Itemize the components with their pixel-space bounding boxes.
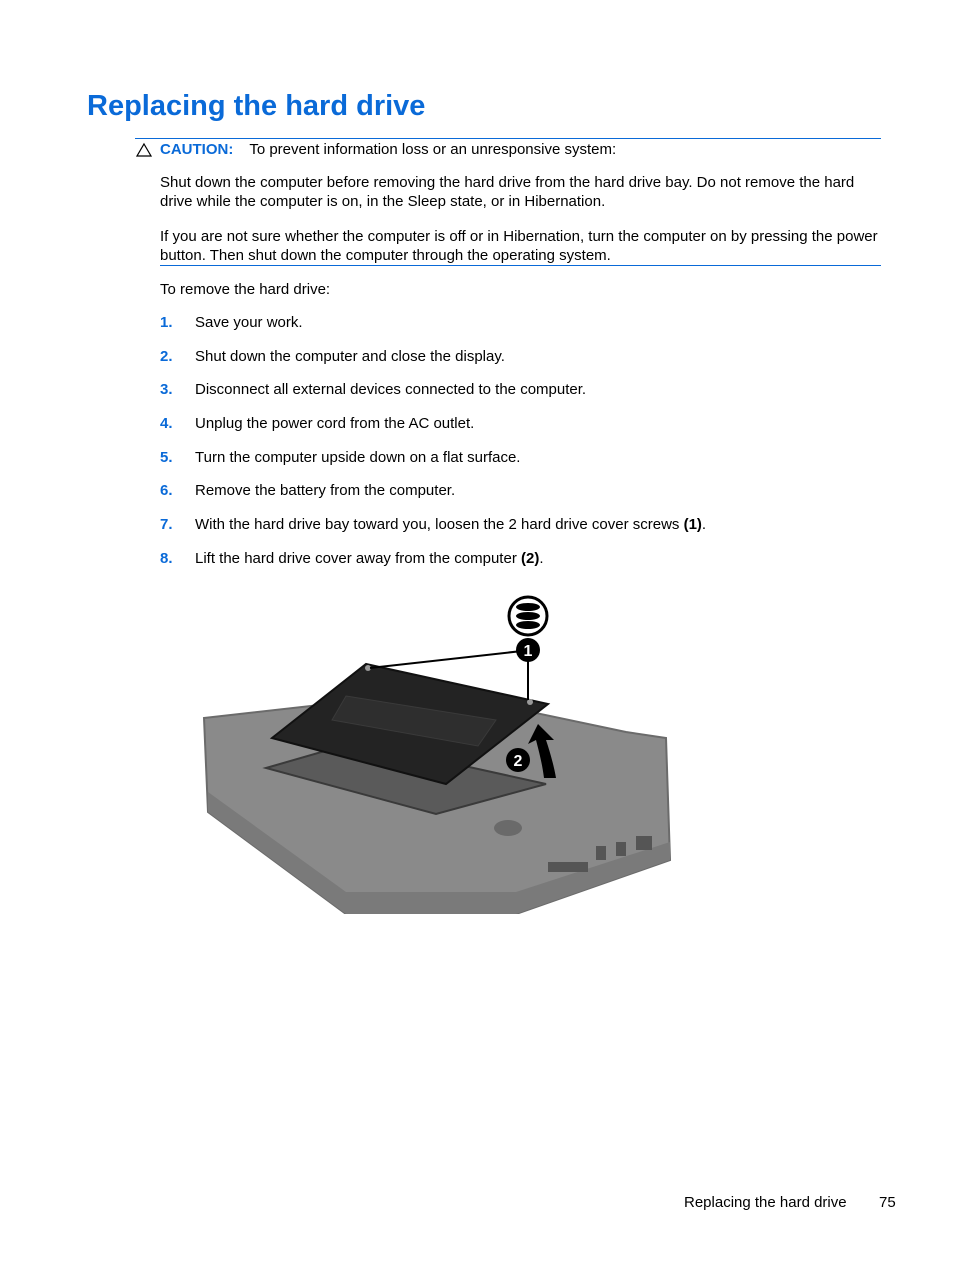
port xyxy=(636,836,652,850)
step-text-wrap xyxy=(195,516,706,534)
step-text-wrap xyxy=(195,550,544,568)
step-text: Unplug the power cord from the AC outlet. xyxy=(195,415,475,432)
step-number: 3. xyxy=(160,381,173,398)
step-text: Turn the computer upside down on a flat surface. xyxy=(195,449,521,466)
rubber-foot xyxy=(494,820,522,836)
step-callout-ref: (1) xyxy=(683,516,702,533)
hard-drive-cover-illustration xyxy=(196,592,674,914)
caution-top-rule xyxy=(135,138,881,139)
caution-paragraph-1: Shut down the computer before removing the hard drive from the hard drive bay. Do not remove the hard drive while the computer is on, in the Sleep state, or in Hibernation. xyxy=(160,174,855,210)
caution-paragraph-2: If you are not sure whether the computer is off or in Hibernation, turn the computer on by pressing the power button. Then shut down the computer through the operating system. xyxy=(160,228,878,264)
caution-label: CAUTION: xyxy=(160,141,234,158)
hard-drive-symbol-icon xyxy=(509,597,547,635)
callout-1-label: 1 xyxy=(523,643,533,660)
step-number: 7. xyxy=(160,516,173,533)
port xyxy=(616,842,626,856)
step-text: With the hard drive bay toward you, loosen the 2 hard drive cover screws xyxy=(195,516,684,533)
step-text: Lift the hard drive cover away from the computer xyxy=(195,550,521,567)
step-number: 4. xyxy=(160,415,173,432)
step-number: 1. xyxy=(160,314,173,331)
caution-line xyxy=(160,141,616,159)
step-text: Remove the battery from the computer. xyxy=(195,482,456,499)
step-number: 6. xyxy=(160,482,173,499)
callout-2-label: 2 xyxy=(513,753,523,770)
caution-triangle-icon xyxy=(136,142,152,158)
page-title: Replacing the hard drive xyxy=(87,90,426,122)
step-text-end: . xyxy=(539,550,544,567)
caution-bottom-rule xyxy=(160,265,881,266)
step-number: 2. xyxy=(160,348,173,365)
footer-section-title: Replacing the hard drive xyxy=(684,1194,847,1211)
step-number: 8. xyxy=(160,550,173,567)
step-text: Save your work. xyxy=(195,314,303,331)
callout-line xyxy=(370,651,522,668)
step-number: 5. xyxy=(160,449,173,466)
card-slot xyxy=(548,862,588,872)
step-callout-ref: (2) xyxy=(520,550,540,567)
footer-page-number: 75 xyxy=(879,1194,896,1211)
intro-text: To remove the hard drive: xyxy=(160,281,331,298)
port xyxy=(596,846,606,860)
caution-text: To prevent information loss or an unresponsive system: xyxy=(249,141,617,158)
step-text: Disconnect all external devices connected to the computer. xyxy=(195,381,587,398)
step-text: Shut down the computer and close the display. xyxy=(195,348,505,365)
step-text-end: . xyxy=(701,516,707,533)
